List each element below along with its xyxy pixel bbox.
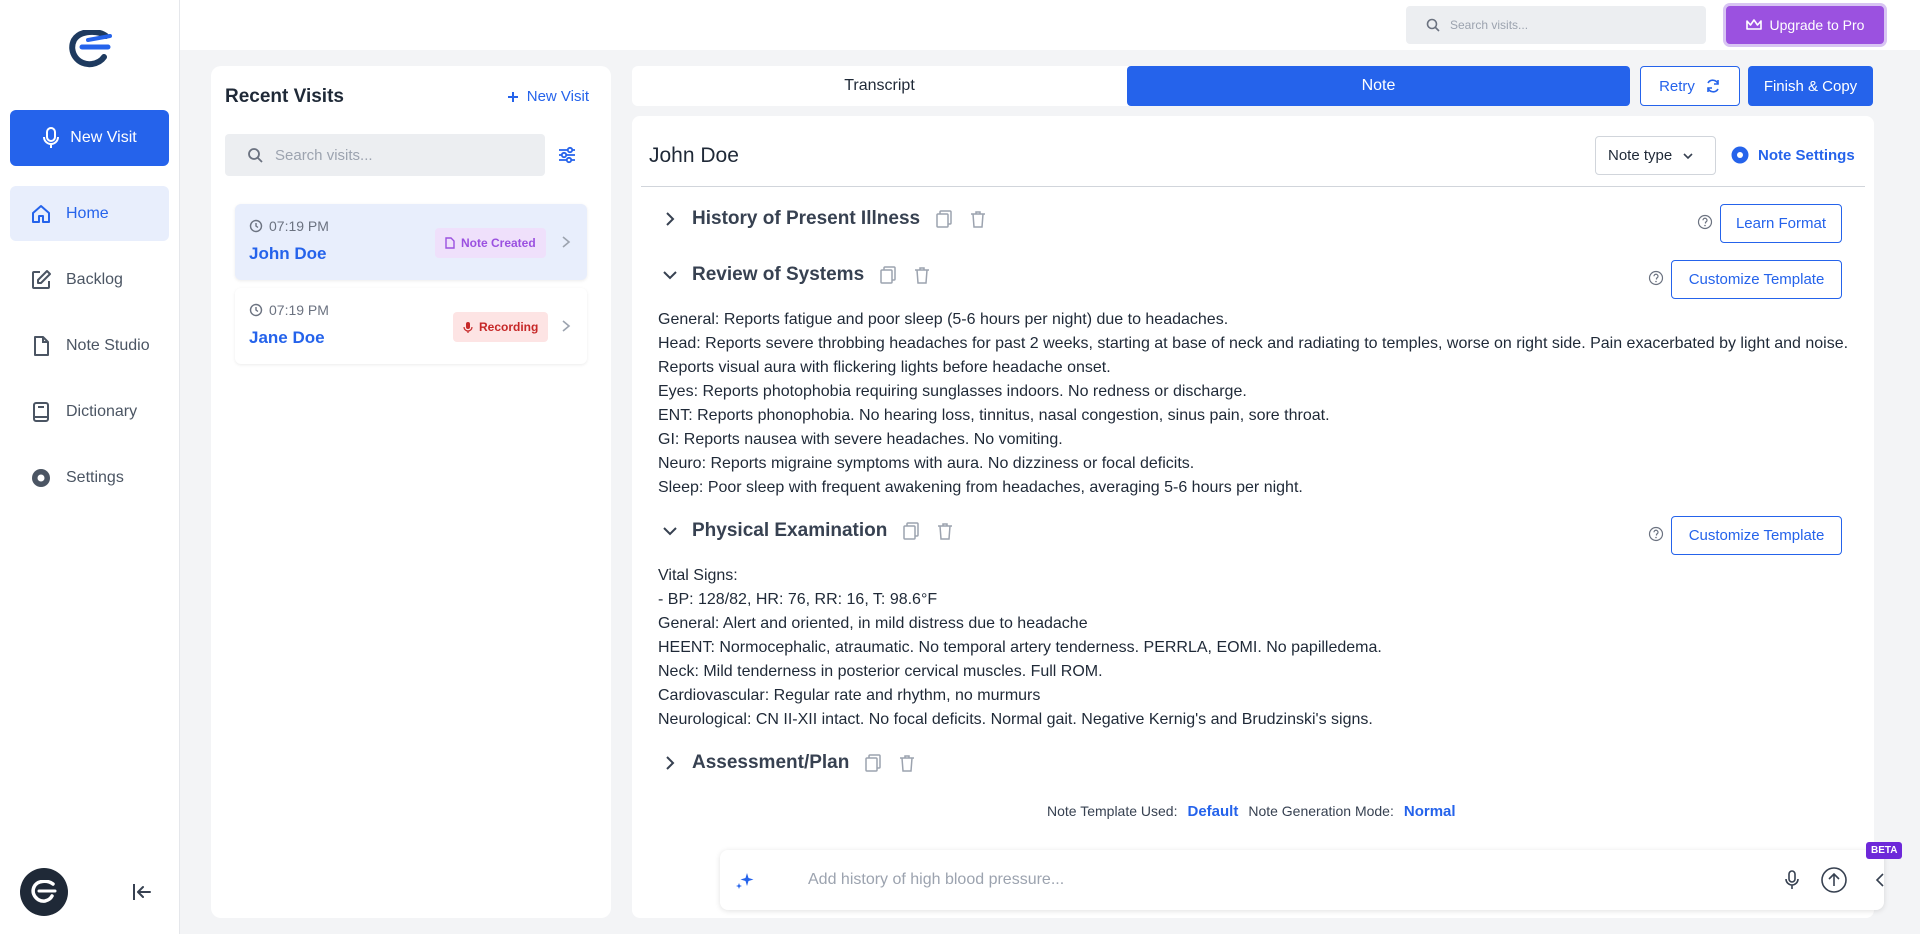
new-visit-label: New Visit xyxy=(70,129,137,146)
visit-patient-name: Jane Doe xyxy=(249,328,325,347)
microphone-icon xyxy=(42,127,60,149)
beta-badge: BETA xyxy=(1866,842,1902,859)
chevron-down-icon xyxy=(1682,152,1694,160)
plus-icon xyxy=(507,91,519,103)
note-type-label: Note type xyxy=(1608,147,1673,164)
visit-patient-name: John Doe xyxy=(249,244,327,263)
note-line: Cardiovascular: Regular rate and rhythm, no murmurs xyxy=(658,687,1041,704)
section-header-ap[interactable] xyxy=(662,752,917,774)
divider xyxy=(641,186,1865,187)
visit-card-jane-doe[interactable] xyxy=(235,288,587,364)
sparkle-icon xyxy=(734,870,756,892)
app-logo-icon[interactable] xyxy=(68,30,112,70)
sidebar-item-dictionary[interactable] xyxy=(10,384,169,439)
section-header-pe[interactable] xyxy=(662,520,955,542)
send-arrow-icon[interactable] xyxy=(1820,866,1848,894)
search-icon xyxy=(247,147,263,163)
sidebar xyxy=(0,0,180,934)
generation-mode-value[interactable]: Normal xyxy=(1403,803,1456,820)
chevron-right-icon xyxy=(559,318,573,334)
clock-icon xyxy=(249,303,263,317)
chevron-down-icon[interactable] xyxy=(662,267,678,283)
microphone-icon[interactable] xyxy=(1780,868,1804,892)
microphone-icon xyxy=(463,321,473,333)
recent-visits-title: Recent Visits xyxy=(225,86,344,107)
home-icon xyxy=(30,203,52,225)
template-used-label: Note Template Used: xyxy=(1047,803,1178,819)
trash-icon[interactable] xyxy=(935,521,955,541)
note-settings-button[interactable] xyxy=(1730,145,1855,165)
ai-prompt-input[interactable] xyxy=(808,868,1688,892)
copy-icon[interactable] xyxy=(901,521,921,541)
note-line: - BP: 128/82, HR: 76, RR: 16, T: 98.6°F xyxy=(658,591,938,608)
note-line: ENT: Reports phonophobia. No hearing loss, tinnitus, nasal congestion, sinus pain, sore throat. xyxy=(658,407,1330,424)
note-line: Neurological: CN II-XII intact. No focal deficits. Normal gait. Negative Kernig's and Brudzinski's signs. xyxy=(658,711,1373,728)
sidebar-item-note-studio[interactable] xyxy=(10,318,169,373)
note-line: Neuro: Reports migraine symptoms with aura. No dizziness or focal deficits. xyxy=(658,455,1195,472)
tab-note[interactable]: Note xyxy=(1127,66,1630,106)
retry-label: Retry xyxy=(1659,77,1695,95)
help-icon[interactable] xyxy=(1697,214,1713,230)
sidebar-item-label: Dictionary xyxy=(66,402,138,420)
customize-template-button[interactable]: Customize Template xyxy=(1671,260,1842,299)
brand-logo-icon[interactable] xyxy=(20,868,68,916)
file-icon xyxy=(445,237,455,249)
note-line: Neck: Mild tenderness in posterior cervical muscles. Full ROM. xyxy=(658,663,1103,680)
sidebar-item-home[interactable] xyxy=(10,186,169,241)
sidebar-item-label: Note Studio xyxy=(66,336,150,354)
note-line: Sleep: Poor sleep with frequent awakening from headaches, averaging 5-6 hours per night. xyxy=(658,479,1303,496)
generation-mode-label: Note Generation Mode: xyxy=(1248,803,1394,819)
crown-icon xyxy=(1746,18,1762,32)
note-settings-label: Note Settings xyxy=(1758,146,1855,164)
top-search-placeholder: Search visits... xyxy=(1450,18,1529,32)
section-title: Physical Examination xyxy=(692,520,888,541)
trash-icon[interactable] xyxy=(897,753,917,773)
recent-new-visit-button[interactable] xyxy=(507,88,589,105)
sidebar-item-label: Settings xyxy=(66,468,124,486)
section-body-ros[interactable] xyxy=(658,308,1858,500)
status-badge xyxy=(453,312,548,342)
note-panel xyxy=(632,116,1874,918)
section-header-hpi[interactable] xyxy=(662,208,988,230)
filter-settings-icon[interactable] xyxy=(556,144,578,166)
customize-template-button[interactable]: Customize Template xyxy=(1671,516,1842,555)
trash-icon[interactable] xyxy=(968,209,988,229)
status-badge-text: Note Created xyxy=(461,236,536,250)
status-badge-text: Recording xyxy=(479,320,539,334)
note-type-select[interactable] xyxy=(1595,136,1716,175)
chevron-right-icon[interactable] xyxy=(662,211,678,227)
note-line: HEENT: Normocephalic, atraumatic. No temporal artery tenderness. PERRLA, EOMI. No papilledema. xyxy=(658,639,1382,656)
recent-search-placeholder: Search visits... xyxy=(275,146,373,164)
note-line: General: Reports fatigue and poor sleep (5-6 hours per night) due to headaches. xyxy=(658,311,1229,328)
status-badge xyxy=(435,228,546,258)
visit-time xyxy=(249,302,329,318)
learn-format-button[interactable]: Learn Format xyxy=(1720,204,1842,243)
note-line: Head: Reports severe throbbing headaches for past 2 weeks, starting at base of neck and radiating to temples, worse on right side. Pain exacerbated by light and noise. Reports visual aura with flickering lights before headache onset. xyxy=(658,335,1849,376)
section-header-ros[interactable] xyxy=(662,264,932,286)
section-title: Review of Systems xyxy=(692,264,865,285)
clock-icon xyxy=(249,219,263,233)
section-title: Assessment/Plan xyxy=(692,752,850,773)
edit-icon xyxy=(30,269,52,291)
template-used-value[interactable]: Default xyxy=(1187,803,1239,820)
trash-icon[interactable] xyxy=(912,265,932,285)
chevron-right-icon xyxy=(559,234,573,250)
book-icon xyxy=(30,401,52,423)
copy-icon[interactable] xyxy=(934,209,954,229)
upgrade-to-pro-button[interactable] xyxy=(1726,6,1884,44)
retry-button[interactable] xyxy=(1640,66,1740,106)
chevron-right-icon[interactable] xyxy=(662,755,678,771)
file-icon xyxy=(30,335,52,357)
copy-icon[interactable] xyxy=(863,753,883,773)
note-line: GI: Reports nausea with severe headaches. No vomiting. xyxy=(658,431,1063,448)
note-line: Eyes: Reports photophobia requiring sunglasses indoors. No redness or discharge. xyxy=(658,383,1247,400)
visit-card-john-doe[interactable] xyxy=(235,204,587,280)
chevron-left-icon[interactable] xyxy=(1872,870,1888,890)
sidebar-item-backlog[interactable] xyxy=(10,252,169,307)
note-line: Vital Signs: xyxy=(658,567,738,584)
note-tabs xyxy=(632,66,1630,106)
copy-icon[interactable] xyxy=(878,265,898,285)
help-icon[interactable] xyxy=(1648,526,1664,542)
gear-icon xyxy=(1730,145,1750,165)
sidebar-item-label: Backlog xyxy=(66,270,123,288)
help-icon[interactable] xyxy=(1648,270,1664,286)
gear-icon xyxy=(30,467,52,489)
chevron-down-icon[interactable] xyxy=(662,523,678,539)
patient-name: John Doe xyxy=(649,144,739,167)
finish-copy-button[interactable]: Finish & Copy xyxy=(1748,66,1873,106)
note-line: General: Alert and oriented, in mild distress due to headache xyxy=(658,615,1088,632)
sidebar-item-settings[interactable] xyxy=(10,450,169,505)
sidebar-item-label: Home xyxy=(66,204,109,222)
note-footer-info xyxy=(1047,803,1456,820)
section-body-pe[interactable] xyxy=(658,564,1858,732)
top-search-input[interactable] xyxy=(1406,6,1706,44)
refresh-icon xyxy=(1705,78,1721,94)
visit-time-text: 07:19 PM xyxy=(269,218,329,234)
section-title: History of Present Illness xyxy=(692,208,921,229)
recent-new-visit-label: New Visit xyxy=(526,88,589,105)
tab-transcript[interactable]: Transcript xyxy=(844,77,915,94)
recent-visits-panel xyxy=(211,66,611,918)
collapse-sidebar-icon[interactable] xyxy=(130,880,154,904)
upgrade-label: Upgrade to Pro xyxy=(1769,17,1865,33)
visit-time xyxy=(249,218,329,234)
new-visit-button[interactable] xyxy=(10,110,169,166)
visit-time-text: 07:19 PM xyxy=(269,302,329,318)
ai-prompt-bar xyxy=(720,850,1884,910)
recent-search-input[interactable] xyxy=(225,134,545,176)
search-icon xyxy=(1426,18,1440,32)
